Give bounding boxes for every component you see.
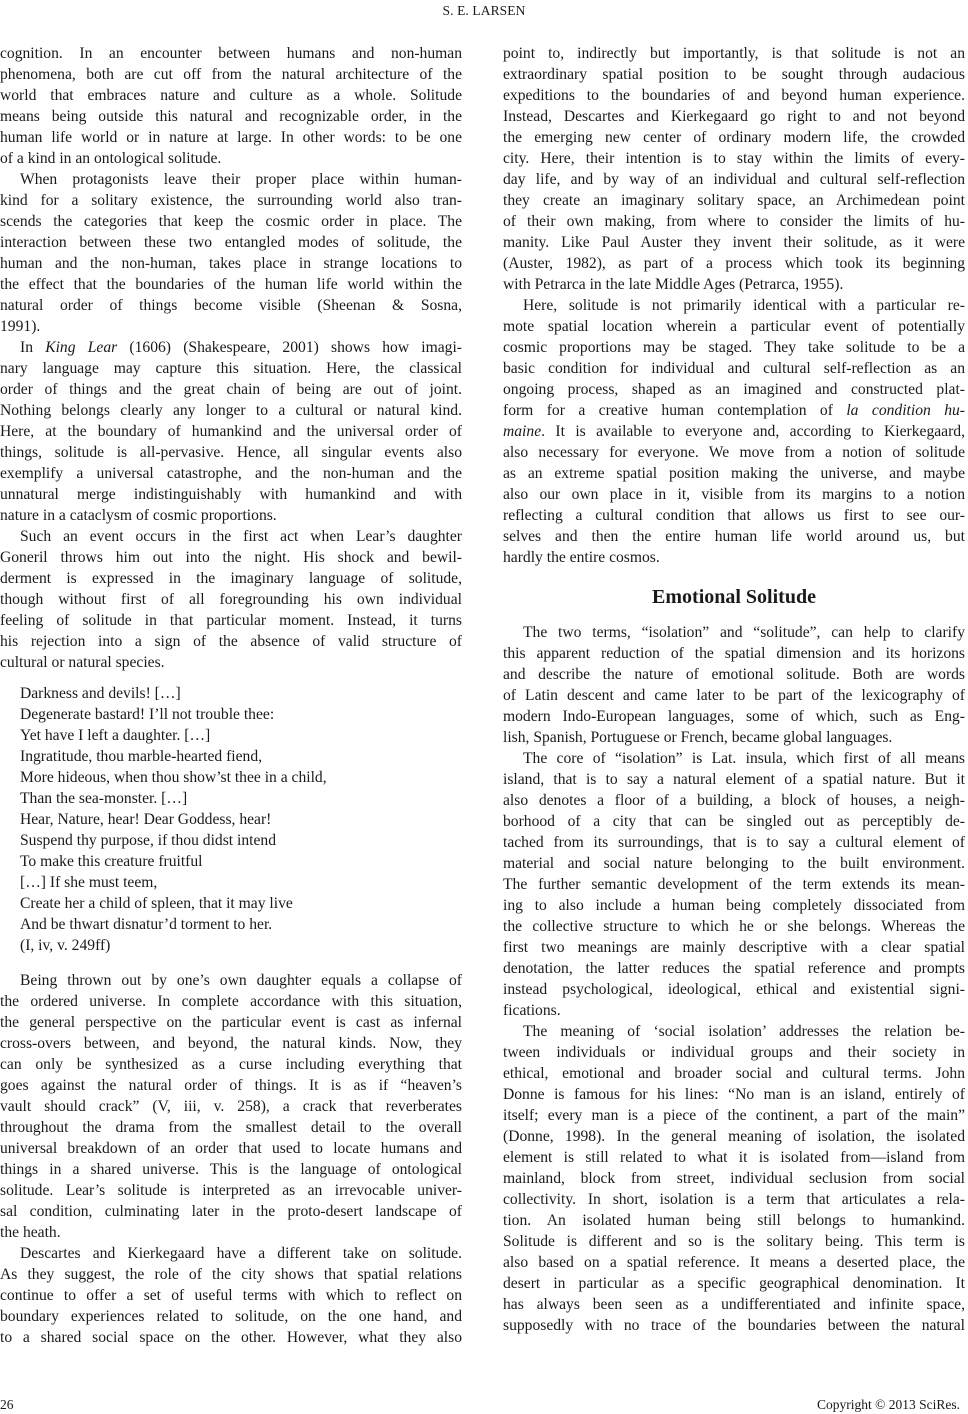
- paragraph-line: things in a shared universe. This is the language of ontological: [0, 1161, 462, 1178]
- paragraph-line: and describe the nature of emotional solitude. Both are words: [503, 666, 965, 683]
- paragraph: [0, 526, 462, 673]
- paragraph-line: natural order of things become visible (Sheenan & Sosna,: [0, 297, 462, 314]
- paragraph: [0, 1243, 462, 1348]
- paragraph-line: of Latin descent and came later to be part of the lexicography of: [503, 687, 965, 704]
- paragraph: [503, 1021, 965, 1336]
- paragraph-line: derment is expressed in the imaginary language of solitude,: [0, 570, 462, 587]
- paragraph-line: Here, solitude is not primarily identical with a particular re-: [523, 297, 965, 314]
- paragraph: [503, 622, 965, 748]
- paragraph-line: Solitude is different and so is the solitary being. This term is: [503, 1233, 965, 1250]
- paragraph-line: this apparent reduction of the spatial dimension and its horizons: [503, 645, 965, 662]
- paragraph-line: basic condition for individual and cultural self-reflection as an: [503, 360, 965, 377]
- paragraph-line: order of things and the great chain of being are out of joint.: [0, 381, 462, 398]
- verse-line: Suspend thy purpose, if thou didst intend: [20, 832, 276, 849]
- paragraph-line: also denotes a floor of a building, a block of houses, a neigh-: [503, 792, 965, 809]
- verse-line: […] If she must teem,: [20, 874, 158, 891]
- paragraph-line: day life, and by way of an individual and cultural self-reflection: [503, 171, 965, 188]
- paragraph-line: point to, indirectly but importantly, is that solitude is not an: [503, 45, 965, 62]
- paragraph-line: form for a creative human contemplation of la condition hu-: [503, 402, 966, 419]
- paragraph-line: cognition. In an encounter between humans and non-human: [0, 45, 462, 62]
- paragraph-line: also our own place in it, visible from its margins to a notion: [503, 486, 965, 503]
- paragraph-line: as an extreme spatial position making the universe, and maybe: [503, 465, 965, 482]
- paragraph-line: continue to offer a set of useful terms with which to reflect on: [0, 1287, 462, 1304]
- paragraph-line: unnatural merge indistinguishably with humankind and with: [0, 486, 462, 503]
- paragraph-line: exemplify a universal catastrophe, and the non-human and the: [0, 465, 462, 482]
- paragraph-line: Nothing belongs clearly any longer to a cultural or natural kind.: [0, 402, 462, 419]
- right-column: [503, 43, 965, 1336]
- verse-line: Degenerate bastard! I’ll not trouble thee:: [20, 706, 275, 723]
- paragraph-line: collectivity. In short, isolation is a term that articulates a rela-: [503, 1191, 965, 1208]
- paragraph-line: expeditions to the boundaries of and beyond human experience.: [503, 87, 965, 104]
- paragraph-line: boundary experiences related to solitude, on the one hand, and: [0, 1308, 462, 1325]
- paragraph-line: The core of “isolation” is Lat. insula, which first of all means: [523, 750, 965, 767]
- verse-line: More hideous, when thou show’st thee in a child,: [20, 769, 327, 786]
- paragraph-line: nature in a cataclysm of cosmic proportions.: [0, 507, 277, 524]
- paragraph-line: modern Indo-European languages, some of which, such as Eng-: [503, 708, 965, 725]
- verse-line: Hear, Nature, hear! Dear Goddess, hear!: [20, 811, 272, 828]
- paragraph: [0, 43, 462, 169]
- paragraph-line: extraordinary spatial position to be sought through audacious: [503, 66, 965, 83]
- verse-line: Ingratitude, thou marble-hearted fiend,: [20, 748, 263, 765]
- paragraph-line: things, solitude is all-pervasive. Hence, all singular events also: [0, 444, 462, 461]
- paragraph-line: feeling of solitude in that particular moment. Instead, it turns: [0, 612, 462, 629]
- paragraph-line: Instead, Descartes and Kierkegaard go right to and not beyond: [503, 108, 965, 125]
- paragraph-line: Such an event occurs in the first act when Lear’s daughter: [20, 528, 462, 545]
- paragraph: [503, 295, 965, 568]
- paragraph-line: borhood of a city that can be singled out as perceptibly de-: [503, 813, 965, 830]
- work-title: King Lear: [45, 339, 118, 356]
- paragraph-line: material and social nature belonging to the built environment.: [503, 855, 965, 872]
- paragraph-line: of their own making, from where to consider the limits of hu-: [503, 213, 965, 230]
- paragraph-line: the collective structure to which he or she belongs. Whereas the: [503, 918, 965, 935]
- running-head: S. E. LARSEN: [442, 3, 526, 18]
- paragraph-line: city. Here, their intention is to stay within the limits of every-: [503, 150, 965, 167]
- paragraph-line: ing to also include a human being completely dissociated from: [503, 897, 965, 914]
- page-number: 26: [0, 1397, 14, 1412]
- paragraph: [503, 43, 965, 295]
- paragraph-line: the emerging new center of ordinary modern life, the crowded: [503, 129, 965, 146]
- paragraph-line: island, that is to say a natural element of a spatial nature. But it: [503, 771, 965, 788]
- paragraph-line: nary language may capture this situation. Here, the classical: [0, 360, 462, 377]
- paragraph-line: his rejection into a sign of the absence of valid structure of: [0, 633, 462, 650]
- verse-line: (I, iv, v. 249ff): [20, 937, 111, 954]
- paragraph: [0, 169, 462, 337]
- copyright-notice: Copyright © 2013 SciRes.: [816, 1397, 960, 1412]
- left-column: [0, 43, 462, 1348]
- paragraph-line: first two meanings are mainly descriptive with a clear spatial: [503, 939, 965, 956]
- paragraph-line: fications.: [503, 1002, 561, 1019]
- paragraph-line: lish, Spanish, Portuguese or French, became global languages.: [503, 729, 893, 746]
- paragraph-line: tween individuals or individual groups and their society in: [503, 1044, 965, 1061]
- paragraph-line: scends the categories that keep the cosmic order in place. The: [0, 213, 462, 230]
- paragraph-line: As they suggest, the role of the city shows that spatial relations: [0, 1266, 462, 1283]
- paragraph: [503, 748, 965, 1021]
- paragraph-line: vault should crack” (V, iii, v. 258), a crack that reverberates: [0, 1098, 462, 1115]
- paragraph-line: instead psychological, ideological, ethical and existential signi-: [503, 981, 965, 998]
- paragraph-line: cultural or natural species.: [0, 654, 165, 671]
- paragraph-line: element is still related to what it is isolated from—island from: [503, 1149, 965, 1166]
- paragraph: [0, 337, 462, 526]
- paragraph-line: (Auster, 1982), as part of a process which took its beginning: [503, 255, 965, 272]
- paragraph-line: of a kind in an ontological solitude.: [0, 150, 222, 167]
- paragraph-line: mote spatial location wherein a particular event of potentially: [503, 318, 965, 335]
- paragraph-line: The further semantic development of the term extends its mean-: [503, 876, 965, 893]
- paragraph-line: universal breakdown of an order that used to locate humans and: [0, 1140, 462, 1157]
- verse-line: And be thwart disnatur’d torment to her.: [20, 916, 273, 933]
- paragraph-line: 1991).: [0, 318, 41, 335]
- paragraph-line: the heath.: [0, 1224, 61, 1241]
- verse-quotation: [0, 683, 462, 956]
- paragraph-line: interaction between these two entangled modes of solitude, the: [0, 234, 462, 251]
- paragraph-line: throughout the drama from the smallest detail to the overall: [0, 1119, 462, 1136]
- paragraph-line: Goneril throws him out into the night. His shock and bewil-: [0, 549, 462, 566]
- paragraph-line: When protagonists leave their proper place within human-: [20, 171, 462, 188]
- verse-line: Create her a child of spleen, that it may live: [20, 895, 293, 912]
- paragraph-line: tached from its surroundings, that is to say a cultural element of: [503, 834, 965, 851]
- paragraph-line: solitude. Lear’s solitude is interpreted as an irrevocable univer-: [0, 1182, 462, 1199]
- paragraph-line: In King Lear (1606) (Shakespeare, 2001) shows how imagi-: [20, 339, 462, 356]
- paragraph-line: means being outside this natural and recognizable order, in the: [0, 108, 462, 125]
- paragraph-line: manity. Like Paul Auster they invent their solitude, as it were: [503, 234, 965, 251]
- paragraph-line: The two terms, “isolation” and “solitude”, can help to clarify: [523, 624, 965, 641]
- paragraph-line: denotation, the latter reduces the spatial reference and prompts: [503, 960, 965, 977]
- paragraph-line: cosmic proportions may be staged. They take solitude to be a: [503, 339, 965, 356]
- paragraph-line: goes against the natural order of things. It is as if “heaven’s: [0, 1077, 462, 1094]
- paragraph-line: phenomena, both are cut off from the natural architecture of the: [0, 66, 462, 83]
- paragraph-line: The meaning of ‘social isolation’ addresses the relation be-: [523, 1023, 965, 1040]
- paragraph-line: kind for a solitary existence, the surrounding world also tran-: [0, 192, 462, 209]
- verse-line: Darkness and devils! […]: [20, 685, 181, 702]
- paragraph-line: mainland, block from street, individual seclusion from social: [503, 1170, 965, 1187]
- paragraph-line: human and the non-human, takes place in strange locations to: [0, 255, 462, 272]
- paragraph-line: hardly the entire cosmos.: [503, 549, 660, 566]
- paragraph-line: also necessary for everyone. We move from a notion of solitude: [503, 444, 965, 461]
- paragraph-line: world that embraces nature and culture as a whole. Solitude: [0, 87, 462, 104]
- paragraph-line: supposedly with no trace of the boundaries between the natural: [503, 1317, 965, 1334]
- paragraph-line: the effect that the boundaries of the human life world within the: [0, 276, 462, 293]
- paragraph-line: Here, at the boundary of humankind and the universal order of: [0, 423, 462, 440]
- paragraph-line: Descartes and Kierkegaard have a different take on solitude.: [20, 1245, 462, 1262]
- paragraph-line: selves and then the entire human life world around us, but: [503, 528, 965, 545]
- paragraph-line: sal condition, culminating later in the proto-desert landscape of: [0, 1203, 462, 1220]
- paragraph-line: though without first of all foregrounding his own individual: [0, 591, 462, 608]
- paragraph-line: (Donne, 1998). In the general meaning of isolation, the isolated: [503, 1128, 965, 1145]
- paragraph-line: desert in particular as a specific geographical denomination. It: [503, 1275, 965, 1292]
- paragraph-line: tion. An isolated human being still belongs to humankind.: [503, 1212, 965, 1229]
- paragraph-line: the ordered universe. In complete accordance with this situation,: [0, 993, 462, 1010]
- paragraph-line: ethical, emotional and broader social and cultural terms. John: [503, 1065, 965, 1082]
- paragraph-line: they create an imaginary solitary space, an Archimedean point: [503, 192, 965, 209]
- paragraph-line: with Petrarca in the late Middle Ages (Petrarca, 1955).: [503, 276, 844, 293]
- paragraph-line: ongoing process, shaped as an imagined and constructed plat-: [503, 381, 965, 398]
- verse-line: To make this creature fruitful: [20, 853, 203, 870]
- paragraph-line: maine. It is available to everyone and, according to Kierkegaard,: [503, 423, 965, 440]
- paragraph-line: itself; every man is a piece of the continent, a part of the main”: [503, 1107, 965, 1124]
- paragraph-line: also based on a spatial reference. It means a deserted place, the: [503, 1254, 965, 1271]
- paragraph-line: human life world or in nature at large. In other words: to be one: [0, 129, 462, 146]
- paragraph-line: can only be synthesized as a curse including everything that: [0, 1056, 462, 1073]
- verse-line: Than the sea-monster. […]: [20, 790, 188, 807]
- paragraph-line: the general perspective on the particular event is cast as infernal: [0, 1014, 462, 1031]
- paragraph-line: cross-overs between, and beyond, the natural kinds. Now, they: [0, 1035, 462, 1052]
- paragraph-line: Donne is famous for his lines: “No man is an island, entirely of: [503, 1086, 965, 1103]
- verse-line: Yet have I left a daughter. […]: [20, 727, 211, 744]
- paragraph-line: Being thrown out by one’s own daughter equals a collapse of: [20, 972, 462, 989]
- paragraph-line: reflecting a cultural condition that allows us first to see our-: [503, 507, 965, 524]
- paragraph: [0, 970, 462, 1243]
- paragraph-line: has always been seen as a undifferentiated and infinite space,: [503, 1296, 965, 1313]
- paragraph-line: to a shared social space on the other. However, what they also: [0, 1329, 462, 1346]
- section-heading: Emotional Solitude: [652, 586, 816, 608]
